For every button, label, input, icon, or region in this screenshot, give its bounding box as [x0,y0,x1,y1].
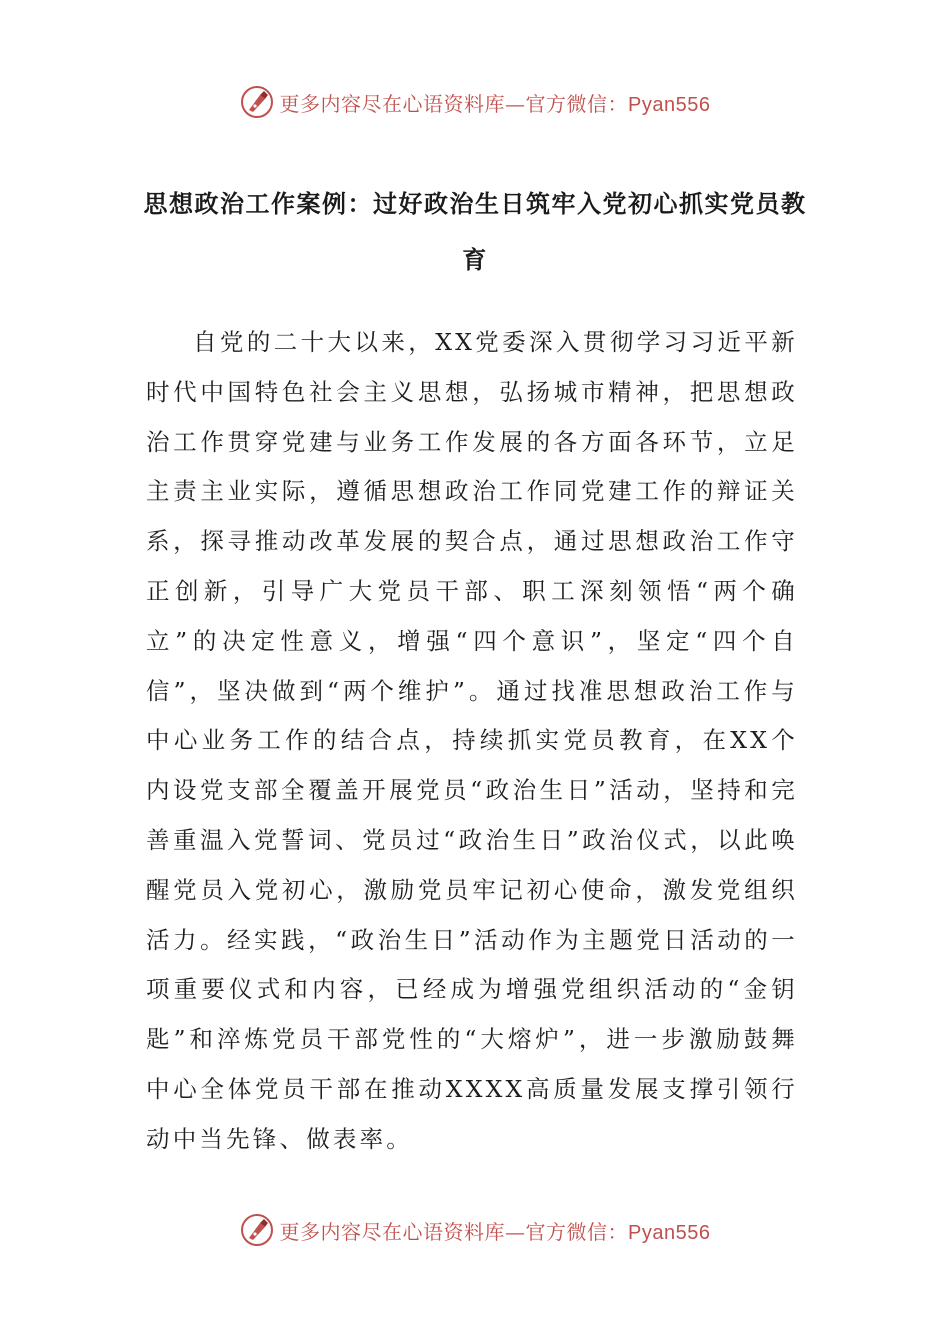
wechat-id: Pyan556 [628,93,711,116]
footer-banner [0,1208,950,1252]
banner-label: 更多内容尽在心语资料库—官方微信： [279,1219,629,1244]
pen-nib-logo-icon [240,1213,274,1247]
header-banner [0,80,950,124]
banner-text [280,88,711,117]
body-paragraph: 自党的二十大以来，XX党委深入贯彻学习习近平新时代中国特色社会主义思想，弘扬城市精神，把思想政治工作贯穿党建与业务工作发展的各方面各环节，立足主责主业实际，遵循思想政治工作同党建工作的辩证关系，探寻推动改革发展的契合点，通过思想政治工作守正创新，引导广大党员干部、职工深刻领悟“两个确立”的决定性意义，增强“四个意识”，坚定“四个自信”，坚决做到“两个维护”。通过找准思想政治工作与中心业务工作的结合点，持续抓实党员教育，在XX个内设党支部全覆盖开展党员“政治生日”活动，坚持和完善重温入党誓词、党员过“政治生日”政治仪式，以此唤醒党员入党初心，激励党员牢记初心使命，激发党组织活力。经实践，“政治生日”活动作为主题党日活动的一项重要仪式和内容，已经成为增强党组织活动的“金钥匙”和淬炼党员干部党性的“大熔炉”，进一步激励鼓舞中心全体党员干部在推动XXXX高质量发展支撑引领行动中当先锋、做表率。 [146,328,798,1153]
banner-label: 更多内容尽在心语资料库—官方微信： [279,91,629,116]
pen-nib-logo-icon [240,85,274,119]
banner-text [280,1216,711,1245]
wechat-id: Pyan556 [628,1221,711,1244]
document-title: 思想政治工作案例：过好政治生日筑牢入党初心抓实党员教育 [143,190,807,274]
